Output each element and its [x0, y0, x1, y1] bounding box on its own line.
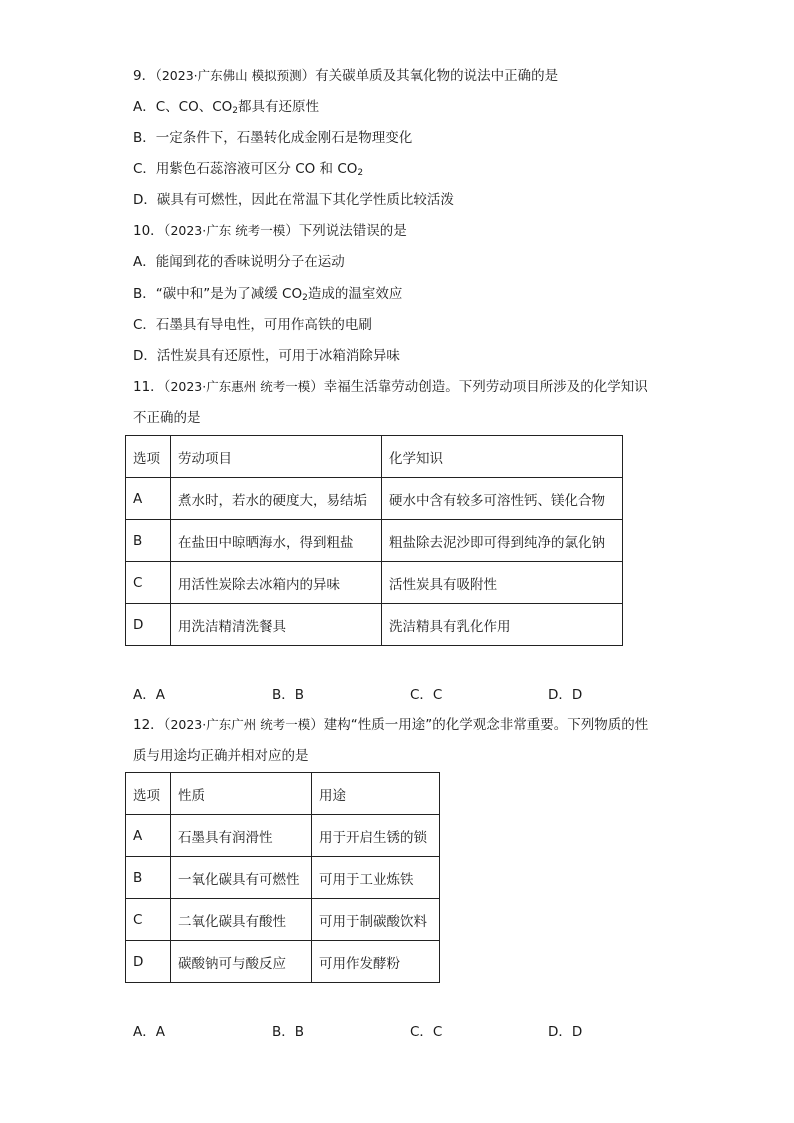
answer-choice[interactable]: B．B — [272, 687, 305, 703]
table-cell: 碳酸钠可与酸反应 — [171, 941, 312, 983]
table-cell: 用洗洁精清洗餐具 — [171, 604, 382, 646]
table-cell: 二氧化碳具有酸性 — [171, 899, 312, 941]
answer-choice[interactable]: D．D — [548, 1024, 583, 1040]
table-cell: 可用作发酵粉 — [312, 941, 440, 983]
q9-option-d: D．碳具有可燃性，因此在常温下其化学性质比较活泼 — [133, 192, 454, 208]
table-cell: C — [126, 899, 171, 941]
answer-choice[interactable]: C．C — [410, 1024, 443, 1040]
table-row — [126, 899, 440, 941]
table-header-row — [126, 436, 623, 478]
answer-choice[interactable]: A．A — [133, 687, 165, 703]
table-cell: 石墨具有润滑性 — [171, 815, 312, 857]
table-row — [126, 815, 440, 857]
q12-answer-choices — [133, 1020, 693, 1040]
table-cell: 用活性炭除去冰箱内的异味 — [171, 562, 382, 604]
q11-answer-choices — [133, 683, 693, 703]
q11-stem-line2: 不正确的是 — [133, 410, 201, 426]
table-row — [126, 941, 440, 983]
table-row — [126, 857, 440, 899]
table-row — [126, 520, 623, 562]
q12-stem: 12．（2023·广东广州 统考一模）建构“性质一用途”的化学观念非常重要。下列物质的性 — [133, 717, 649, 733]
q9-option-a: A．C、CO、$CO_2$都具有还原性 — [133, 99, 320, 116]
table-cell: A — [126, 478, 171, 520]
table-row — [126, 478, 623, 520]
q12-source: 2023·广东广州 统考一模 — [170, 717, 311, 732]
table-cell: 活性炭具有吸附性 — [382, 562, 623, 604]
table-header-cell: 用途 — [312, 773, 440, 815]
table-cell: D — [126, 604, 171, 646]
q10-stem: 10．（2023·广东 统考一模）下列说法错误的是 — [133, 223, 407, 239]
table-header-cell: 化学知识 — [382, 436, 623, 478]
answer-choice[interactable]: B．B — [272, 1024, 305, 1040]
q11-source: 2023·广东惠州 统考一模 — [170, 379, 311, 394]
table-cell: D — [126, 941, 171, 983]
q11-table — [125, 435, 623, 646]
table-cell: 硬水中含有较多可溶性钙、镁化合物 — [382, 478, 623, 520]
q10-source: 2023·广东 统考一模 — [170, 223, 286, 238]
table-cell: B — [126, 520, 171, 562]
table-header-cell: 选项 — [126, 436, 171, 478]
table-header-row — [126, 773, 440, 815]
q10-option-c: C．石墨具有导电性，可用作高铁的电刷 — [133, 317, 372, 333]
table-cell: 煮水时，若水的硬度大，易结垢 — [171, 478, 382, 520]
q12-stem-line2: 质与用途均正确并相对应的是 — [133, 748, 309, 764]
table-row — [126, 604, 623, 646]
answer-choice[interactable]: D．D — [548, 687, 583, 703]
table-cell: 一氧化碳具有可燃性 — [171, 857, 312, 899]
q9-option-b: B．一定条件下，石墨转化成金刚石是物理变化 — [133, 130, 413, 146]
table-cell: 在盐田中晾晒海水，得到粗盐 — [171, 520, 382, 562]
q10-option-b: B．“碳中和”是为了减缓 $CO_2$造成的温室效应 — [133, 286, 403, 303]
table-cell: 洗洁精具有乳化作用 — [382, 604, 623, 646]
table-row — [126, 562, 623, 604]
table-cell: 用于开启生锈的锁 — [312, 815, 440, 857]
table-cell: B — [126, 857, 171, 899]
q10-option-d: D．活性炭具有还原性，可用于冰箱消除异味 — [133, 348, 400, 364]
table-header-cell: 选项 — [126, 773, 171, 815]
q11-stem: 11．（2023·广东惠州 统考一模）幸福生活靠劳动创造。下列劳动项目所涉及的化学知识 — [133, 379, 648, 395]
table-cell: 可用于工业炼铁 — [312, 857, 440, 899]
q9-option-c: C．用紫色石蕊溶液可区分 CO 和 $CO_2$ — [133, 161, 364, 178]
table-cell: C — [126, 562, 171, 604]
table-cell: 可用于制碳酸饮料 — [312, 899, 440, 941]
table-header-cell: 性质 — [171, 773, 312, 815]
table-header-cell: 劳动项目 — [171, 436, 382, 478]
table-cell: A — [126, 815, 171, 857]
q12-table — [125, 772, 440, 983]
q10-option-a: A．能闻到花的香味说明分子在运动 — [133, 254, 345, 270]
answer-choice[interactable]: A．A — [133, 1024, 165, 1040]
table-cell: 粗盐除去泥沙即可得到纯净的氯化钠 — [382, 520, 623, 562]
answer-choice[interactable]: C．C — [410, 687, 443, 703]
q9-stem: 9．（2023·广东佛山 模拟预测）有关碳单质及其氧化物的说法中正确的是 — [133, 68, 559, 84]
q9-source: 2023·广东佛山 模拟预测 — [161, 68, 302, 83]
